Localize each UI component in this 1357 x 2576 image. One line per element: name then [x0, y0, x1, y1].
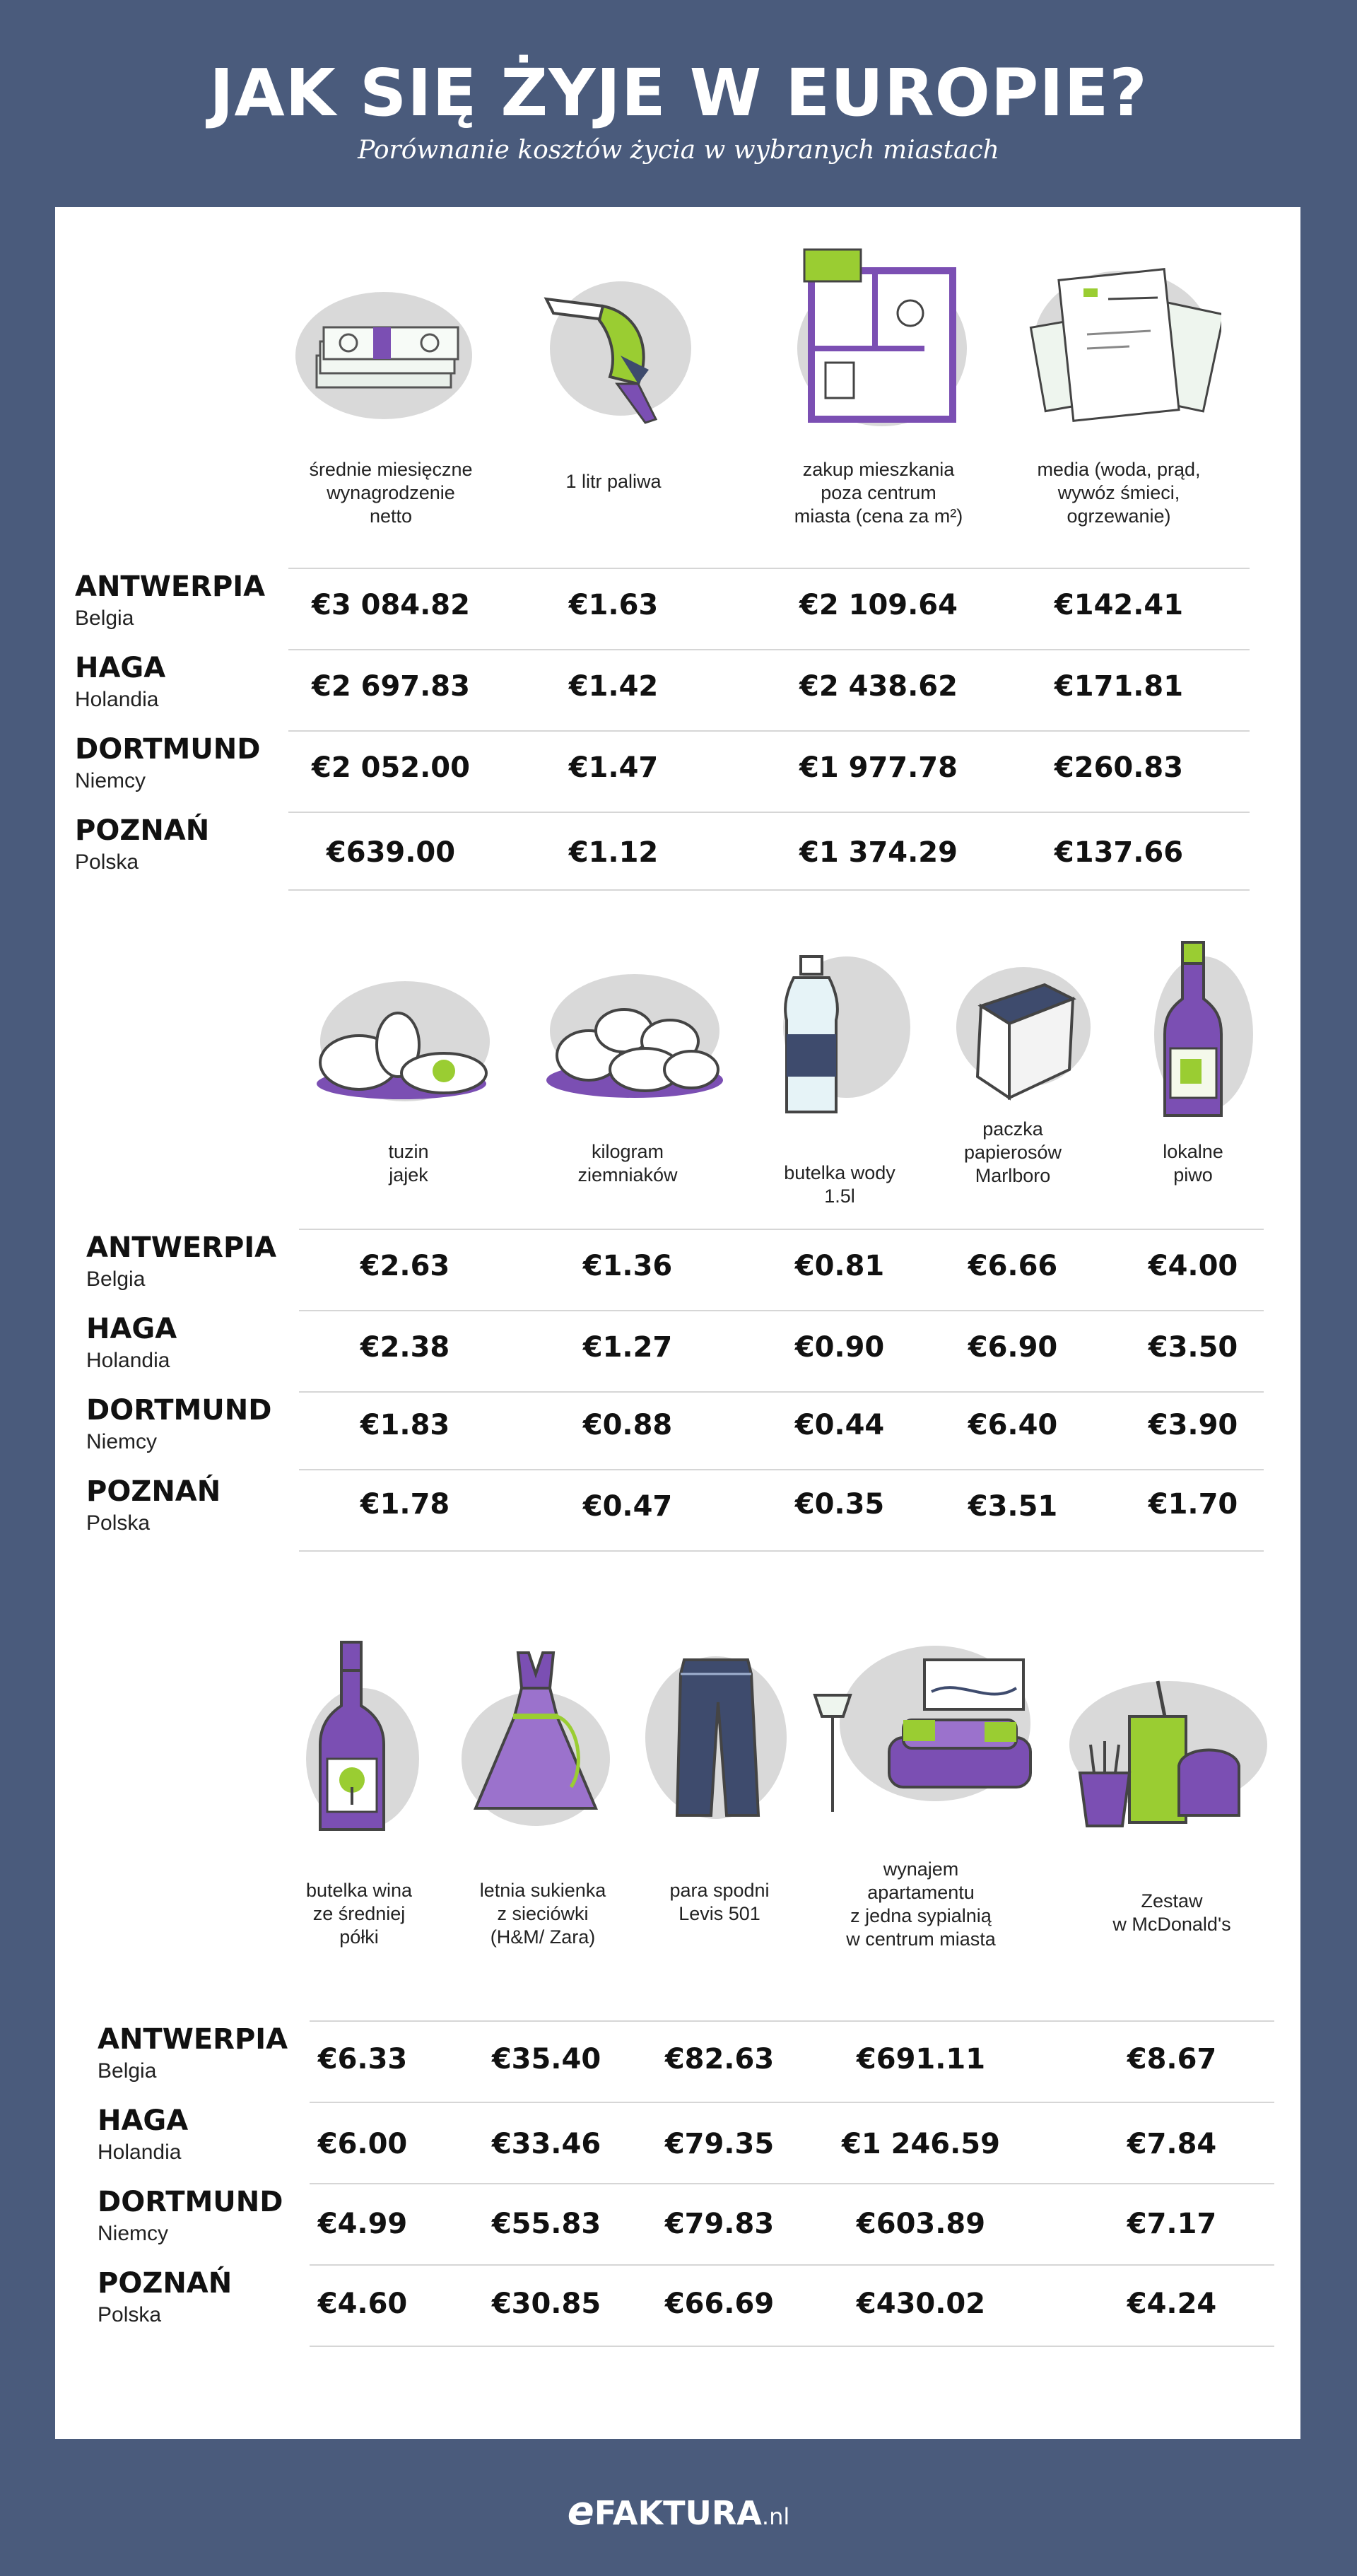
city-name: HAGA [98, 2104, 189, 2137]
value-cell: €603.89 [856, 2208, 986, 2240]
city-name: POZNAŃ [86, 1475, 221, 1508]
row-divider [310, 2183, 1274, 2184]
city-country: Belgia [98, 2059, 157, 2083]
city-country: Belgia [75, 607, 134, 630]
city-country: Holandia [75, 688, 159, 711]
city-country: Niemcy [75, 769, 146, 792]
row-divider [310, 2264, 1274, 2266]
value-cell: €4.00 [1148, 1250, 1238, 1282]
value-cell: €33.46 [491, 2128, 601, 2160]
value-cell: €1.36 [582, 1250, 673, 1282]
city-name: DORTMUND [98, 2186, 283, 2218]
city-country: Polska [98, 2303, 162, 2326]
sofa-apartment-icon [804, 1639, 1038, 1822]
column-header-cigarettes: paczka papierosów Marlboro [963, 1118, 1062, 1186]
value-cell: €7.17 [1127, 2208, 1217, 2240]
city-name: ANTWERPIA [75, 570, 266, 603]
value-cell: €171.81 [1054, 670, 1184, 703]
value-cell: €4.24 [1127, 2288, 1217, 2320]
fast-food-icon [1052, 1674, 1278, 1844]
section-housing-costs [55, 207, 1300, 900]
brand-logo-e: e [567, 2488, 594, 2534]
value-cell: €1 246.59 [842, 2128, 1000, 2160]
value-cell: €1.42 [568, 670, 659, 703]
page-title: JAK SIĘ ŻYJE W EUROPIE? [209, 55, 1148, 131]
value-cell: €691.11 [856, 2043, 986, 2076]
brand-logo-tld: .nl [761, 2503, 790, 2530]
city-country: Holandia [86, 1349, 170, 1372]
value-cell: €6.66 [968, 1250, 1058, 1282]
value-cell: €639.00 [326, 836, 456, 869]
value-cell: €7.84 [1127, 2128, 1217, 2160]
row-divider [310, 2346, 1274, 2347]
city-country: Polska [75, 850, 139, 874]
value-cell: €2.63 [360, 1250, 450, 1282]
value-cell: €1.70 [1148, 1488, 1238, 1521]
column-header-beer: lokalne piwo [1163, 1141, 1223, 1185]
value-cell: €55.83 [491, 2208, 601, 2240]
value-cell: €260.83 [1054, 751, 1184, 784]
potatoes-icon [536, 964, 727, 1112]
page-subtitle: Porównanie kosztów życia w wybranych miastach [358, 136, 999, 165]
row-divider [299, 1469, 1264, 1470]
value-cell: €1.83 [360, 1409, 450, 1441]
column-header-apartment-rent: wynajem apartamentu z jedna sypialnią w centrum miasta [846, 1858, 996, 1950]
city-country: Holandia [98, 2141, 182, 2164]
value-cell: €0.81 [794, 1250, 885, 1282]
brand-logo-main: FAKTURA [594, 2494, 762, 2532]
dress-icon [451, 1646, 621, 1829]
city-name: DORTMUND [75, 733, 261, 766]
bills-envelopes-icon [1023, 257, 1221, 440]
row-divider [288, 889, 1250, 891]
value-cell: €2 052.00 [312, 751, 470, 784]
content-panel [55, 207, 1300, 2439]
value-cell: €137.66 [1054, 836, 1184, 869]
row-divider [288, 568, 1250, 569]
row-divider [310, 2102, 1274, 2103]
water-bottle-icon [762, 949, 917, 1126]
city-name: HAGA [86, 1313, 177, 1345]
value-cell: €3 084.82 [312, 589, 470, 621]
value-cell: €4.60 [317, 2288, 408, 2320]
value-cell: €142.41 [1054, 589, 1184, 621]
city-country: Niemcy [98, 2222, 169, 2245]
value-cell: €4.99 [317, 2208, 408, 2240]
value-cell: €6.40 [968, 1409, 1058, 1441]
section-lifestyle-costs [55, 1639, 1300, 2416]
city-name: POZNAŃ [75, 814, 210, 847]
value-cell: €79.83 [664, 2208, 775, 2240]
row-divider [310, 2020, 1274, 2022]
row-divider [299, 1550, 1264, 1552]
city-name: ANTWERPIA [86, 1231, 277, 1264]
cigarette-pack-icon [939, 964, 1101, 1112]
value-cell: €6.00 [317, 2128, 408, 2160]
row-divider [299, 1310, 1264, 1311]
value-cell: €1.12 [568, 836, 659, 869]
value-cell: €430.02 [856, 2288, 986, 2320]
value-cell: €0.44 [794, 1409, 885, 1441]
column-header-eggs: tuzin jajek [388, 1141, 429, 1185]
fuel-nozzle-icon [532, 271, 695, 426]
value-cell: €1 977.78 [799, 751, 958, 784]
city-country: Polska [86, 1511, 151, 1535]
value-cell: €3.90 [1148, 1409, 1238, 1441]
column-header-mcdonalds: Zestaw w McDonald's [1112, 1890, 1231, 1935]
value-cell: €8.67 [1127, 2043, 1217, 2076]
column-header-utilities: media (woda, prąd, wywóz śmieci, ogrzewanie) [1037, 459, 1201, 527]
column-header-fuel: 1 litr paliwa [565, 471, 662, 492]
value-cell: €1.47 [568, 751, 659, 784]
value-cell: €1.78 [360, 1488, 450, 1521]
value-cell: €6.90 [968, 1331, 1058, 1364]
jeans-icon [635, 1646, 797, 1829]
value-cell: €3.51 [968, 1490, 1058, 1523]
column-header-potatoes: kilogram ziemniaków [577, 1141, 678, 1185]
column-header-salary: średnie miesięczne wynagrodzenie netto [309, 459, 473, 527]
money-stack-icon [288, 278, 479, 419]
value-cell: €1.63 [568, 589, 659, 621]
row-divider [288, 812, 1250, 813]
value-cell: €6.33 [317, 2043, 408, 2076]
brand-logo [0, 2488, 1357, 2534]
value-cell: €1 374.29 [799, 836, 958, 869]
eggs-icon [310, 978, 493, 1112]
section-grocery-costs [55, 935, 1300, 1571]
city-country: Niemcy [86, 1430, 158, 1453]
value-cell: €2 109.64 [799, 589, 958, 621]
value-cell: €82.63 [664, 2043, 775, 2076]
row-divider [288, 730, 1250, 732]
column-header-apartment-purchase: zakup mieszkania poza centrum miasta (cena za m²) [794, 459, 963, 527]
city-country: Belgia [86, 1267, 146, 1291]
value-cell: €0.88 [582, 1409, 673, 1441]
value-cell: €35.40 [491, 2043, 601, 2076]
value-cell: €79.35 [664, 2128, 775, 2160]
wine-bottle-icon [288, 1639, 423, 1837]
value-cell: €2 697.83 [312, 670, 470, 703]
column-header-wine: butelka wina ze średniej półki [305, 1880, 413, 1948]
city-name: POZNAŃ [98, 2267, 233, 2300]
column-header-jeans: para spodni Levis 501 [669, 1880, 770, 1924]
city-name: DORTMUND [86, 1394, 272, 1427]
value-cell: €30.85 [491, 2288, 601, 2320]
row-divider [288, 649, 1250, 650]
value-cell: €2 438.62 [799, 670, 958, 703]
value-cell: €0.47 [582, 1490, 673, 1523]
value-cell: €2.38 [360, 1331, 450, 1364]
value-cell: €0.90 [794, 1331, 885, 1364]
beer-bottle-icon [1136, 935, 1257, 1126]
city-name: HAGA [75, 652, 166, 684]
row-divider [299, 1391, 1264, 1393]
value-cell: €0.35 [794, 1488, 885, 1521]
city-name: ANTWERPIA [98, 2023, 288, 2056]
value-cell: €66.69 [664, 2288, 775, 2320]
value-cell: €3.50 [1148, 1331, 1238, 1364]
value-cell: €1.27 [582, 1331, 673, 1364]
floor-plan-icon [783, 242, 981, 433]
column-header-water: butelka wody 1.5l [784, 1162, 895, 1207]
row-divider [299, 1229, 1264, 1230]
column-header-dress: letnia sukienka z sieciówki (H&M/ Zara) [479, 1880, 606, 1948]
